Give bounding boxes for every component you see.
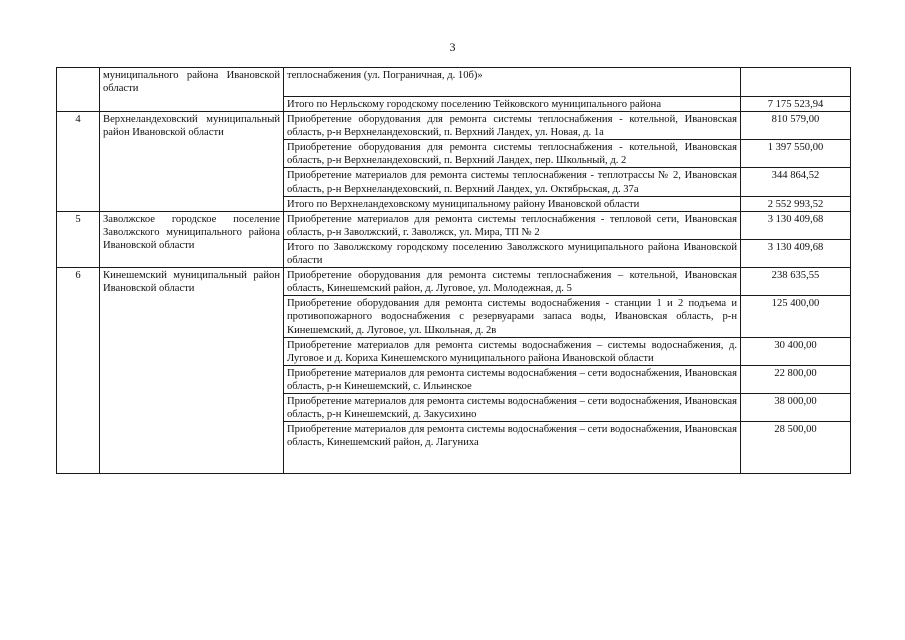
total-description-cell: Итого по Верхнеландеховскому муниципальному району Ивановской области bbox=[284, 196, 741, 211]
description-cell: Приобретение оборудования для ремонта системы теплоснабжения – котельной, Ивановская область, Кинешемский район, д. Луговое, ул. Молодежная, д. 5 bbox=[284, 268, 741, 296]
amount-cell: 28 500,00 bbox=[741, 422, 851, 474]
amount-cell bbox=[741, 68, 851, 97]
table-row bbox=[57, 112, 851, 140]
table-row bbox=[57, 68, 851, 97]
amount-cell: 30 400,00 bbox=[741, 337, 851, 365]
amount-cell: 238 635,55 bbox=[741, 268, 851, 296]
row-number bbox=[57, 68, 100, 112]
description-cell: Приобретение материалов для ремонта системы водоснабжения – системы водоснабжения, д. Луговое и д. Кориха Кинешемского муниципального района Ивановской области bbox=[284, 337, 741, 365]
description-cell: теплоснабжения (ул. Пограничная, д. 10б)» bbox=[284, 68, 741, 97]
row-number: 6 bbox=[57, 268, 100, 474]
funding-table bbox=[56, 67, 851, 474]
description-cell: Приобретение материалов для ремонта системы теплоснабжения - теплотрассы № 2, Ивановская область, р-н Верхнеландеховский, п. Верхний Ландех, ул. Октябрьская, д. 37а bbox=[284, 168, 741, 196]
amount-cell: 38 000,00 bbox=[741, 393, 851, 421]
table-row bbox=[57, 211, 851, 239]
description-cell: Приобретение материалов для ремонта системы водоснабжения – сети водоснабжения, Ивановская область, р-н Кинешемский, с. Ильинское bbox=[284, 365, 741, 393]
description-cell: Приобретение материалов для ремонта системы водоснабжения – сети водоснабжения, Ивановская область, Кинешемский район, д. Лагуниха bbox=[284, 422, 741, 474]
organization-cell: муниципального района Ивановской области bbox=[100, 68, 284, 112]
row-number: 4 bbox=[57, 112, 100, 212]
amount-cell: 22 800,00 bbox=[741, 365, 851, 393]
organization-cell: Заволжское городское поселение Заволжского муниципального района Ивановской области bbox=[100, 211, 284, 267]
description-cell: Приобретение оборудования для ремонта системы водоснабжения - станции 1 и 2 подъема и противопожарного водоснабжения с резервуарами запаса воды, Ивановская область, р-н Кинешемский, д. Луговое, ул. Школьная, д. 2в bbox=[284, 296, 741, 337]
total-description-cell: Итого по Нерльскому городскому поселению Тейковского муниципального района bbox=[284, 97, 741, 112]
organization-cell: Кинешемский муниципальный район Ивановской области bbox=[100, 268, 284, 474]
amount-cell: 3 130 409,68 bbox=[741, 211, 851, 239]
row-number: 5 bbox=[57, 211, 100, 267]
description-cell: Приобретение материалов для ремонта системы водоснабжения – сети водоснабжения, Ивановская область, р-н Кинешемский, д. Закусихино bbox=[284, 393, 741, 421]
total-amount-cell: 2 552 993,52 bbox=[741, 196, 851, 211]
amount-cell: 125 400,00 bbox=[741, 296, 851, 337]
table-row bbox=[57, 268, 851, 296]
description-cell: Приобретение материалов для ремонта системы теплоснабжения - тепловой сети, Ивановская область, р-н Заволжский, г. Заволжск, ул. Мира, ТП № 2 bbox=[284, 211, 741, 239]
total-amount-cell: 3 130 409,68 bbox=[741, 239, 851, 267]
total-description-cell: Итого по Заволжскому городскому поселению Заволжского муниципального района Ивановской области bbox=[284, 239, 741, 267]
amount-cell: 810 579,00 bbox=[741, 112, 851, 140]
description-cell: Приобретение оборудования для ремонта системы теплоснабжения - котельной, Ивановская область, р-н Верхнеландеховский, п. Верхний Ландех, ул. Новая, д. 1а bbox=[284, 112, 741, 140]
page-number: 3 bbox=[449, 40, 456, 54]
organization-cell: Верхнеландеховский муниципальный район Ивановской области bbox=[100, 112, 284, 212]
description-cell: Приобретение оборудования для ремонта системы теплоснабжения - котельной, Ивановская область, р-н Верхнеландеховский, п. Верхний Ландех, пер. Школьный, д. 2 bbox=[284, 140, 741, 168]
amount-cell: 344 864,52 bbox=[741, 168, 851, 196]
amount-cell: 1 397 550,00 bbox=[741, 140, 851, 168]
total-amount-cell: 7 175 523,94 bbox=[741, 97, 851, 112]
